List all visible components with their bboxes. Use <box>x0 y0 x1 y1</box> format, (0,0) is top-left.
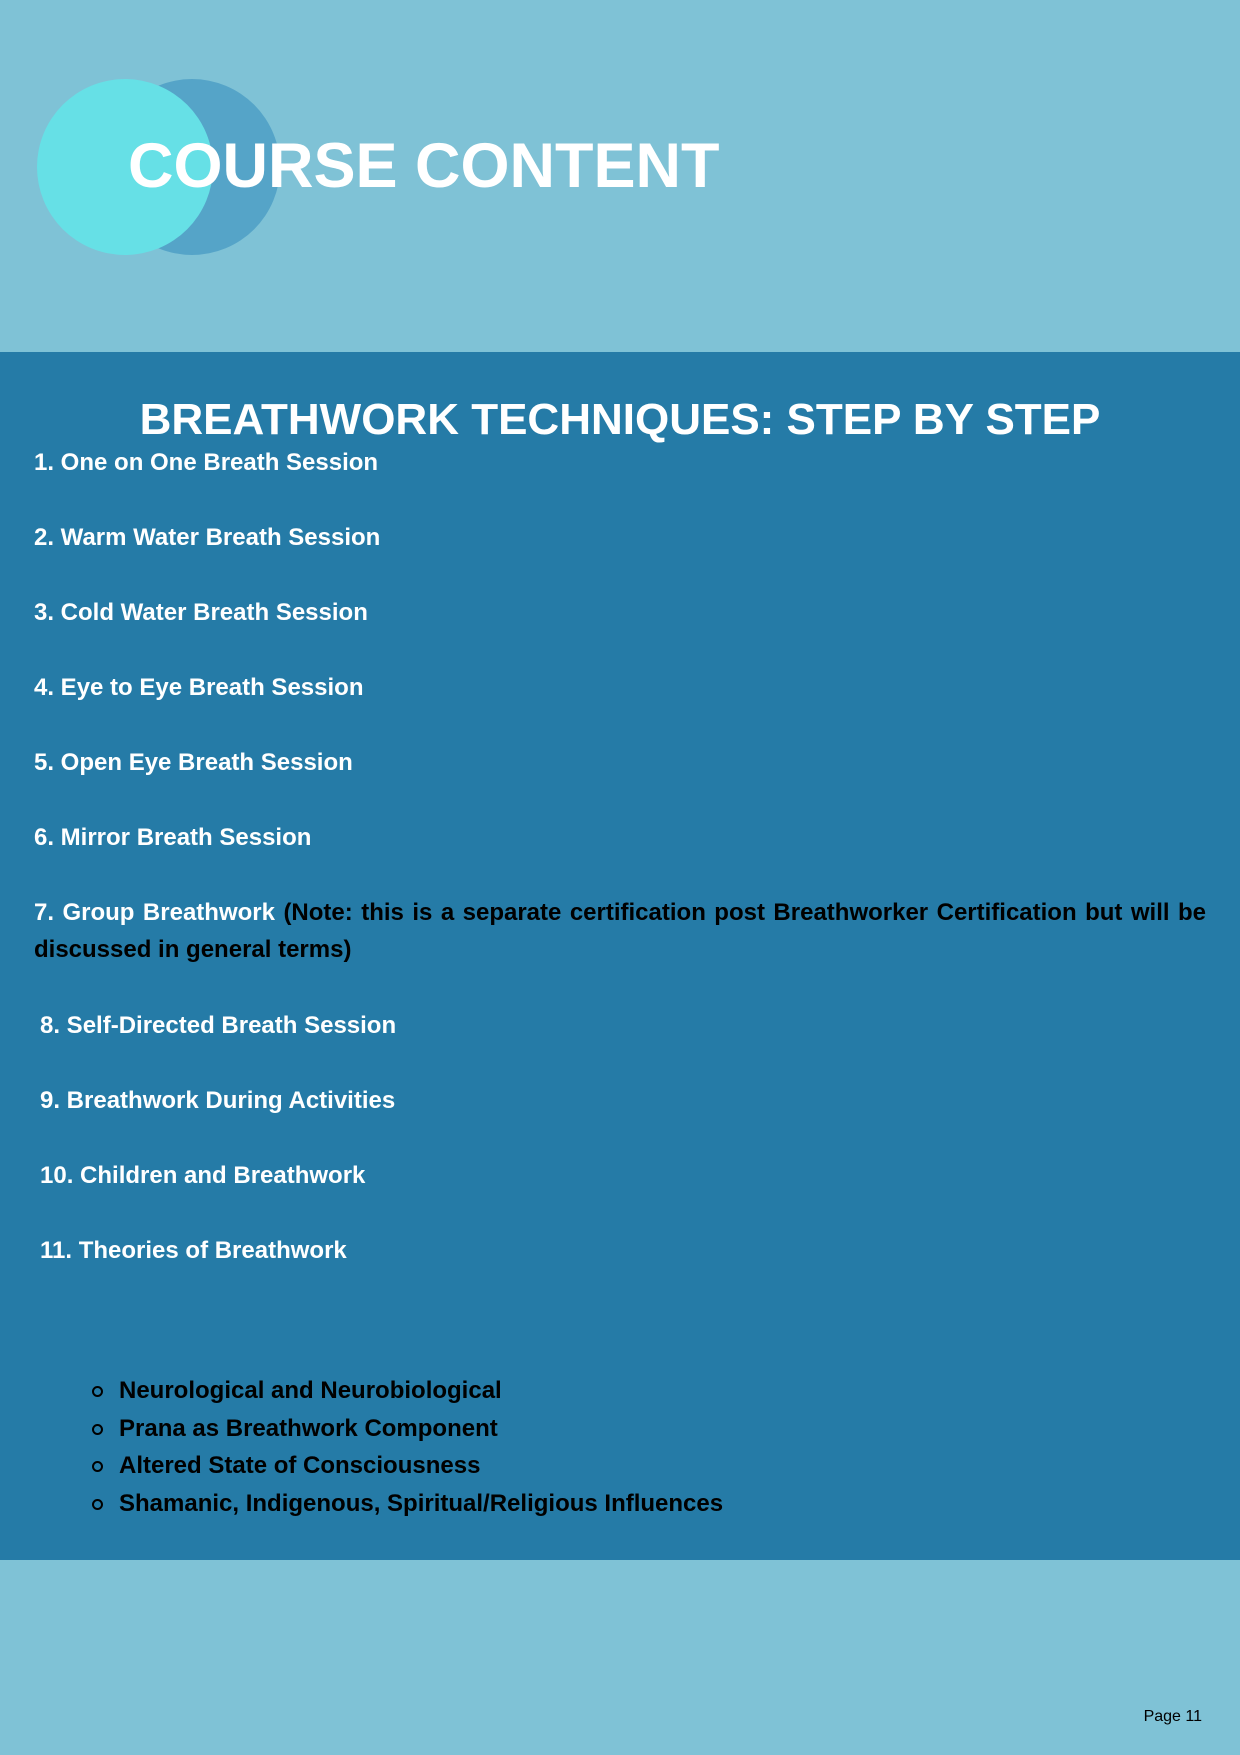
list-item-label: 7. Group Breathwork <box>34 899 275 926</box>
page-title: COURSE CONTENT <box>128 131 720 201</box>
sublist-item <box>88 1372 723 1410</box>
sublist-item <box>88 1485 723 1523</box>
sublist-item <box>88 1447 723 1485</box>
sublist-item-label: Neurological and Neurobiological <box>119 1377 502 1404</box>
footer-band <box>0 1560 1240 1755</box>
sublist-item-label: Altered State of Consciousness <box>119 1452 481 1479</box>
page-number: Page 11 <box>1143 1708 1202 1725</box>
list-item: 9. Breathwork During Activities <box>40 1087 396 1114</box>
list-item-note: (Note: this is a separate certification post Breathworker Certification but will be discussed in general terms) <box>34 899 1207 963</box>
list-item: 3. Cold Water Breath Session <box>34 599 368 626</box>
list-item: 6. Mirror Breath Session <box>34 824 312 851</box>
list-item: 2. Warm Water Breath Session <box>34 524 381 551</box>
circle-bullet-icon <box>92 1461 103 1472</box>
list-item: 5. Open Eye Breath Session <box>34 749 353 776</box>
header-band <box>0 0 1240 352</box>
sublist-item <box>88 1410 723 1448</box>
sublist-item-label: Shamanic, Indigenous, Spiritual/Religious Influences <box>119 1489 724 1517</box>
section-title: BREATHWORK TECHNIQUES: STEP BY STEP <box>139 395 1101 444</box>
list-item: 1. One on One Breath Session <box>34 449 379 476</box>
list-item: 10. Children and Breathwork <box>40 1162 366 1189</box>
list-item: 11. Theories of Breathwork <box>40 1237 347 1264</box>
list-item: 8. Self-Directed Breath Session <box>40 1012 397 1039</box>
theories-sublist <box>88 1372 723 1522</box>
list-item-with-note <box>34 894 1206 968</box>
circle-bullet-icon <box>92 1499 103 1510</box>
circle-bullet-icon <box>92 1386 103 1397</box>
sublist-item-label: Prana as Breathwork Component <box>119 1414 498 1442</box>
list-item: 4. Eye to Eye Breath Session <box>34 674 364 701</box>
circle-bullet-icon <box>92 1424 103 1435</box>
